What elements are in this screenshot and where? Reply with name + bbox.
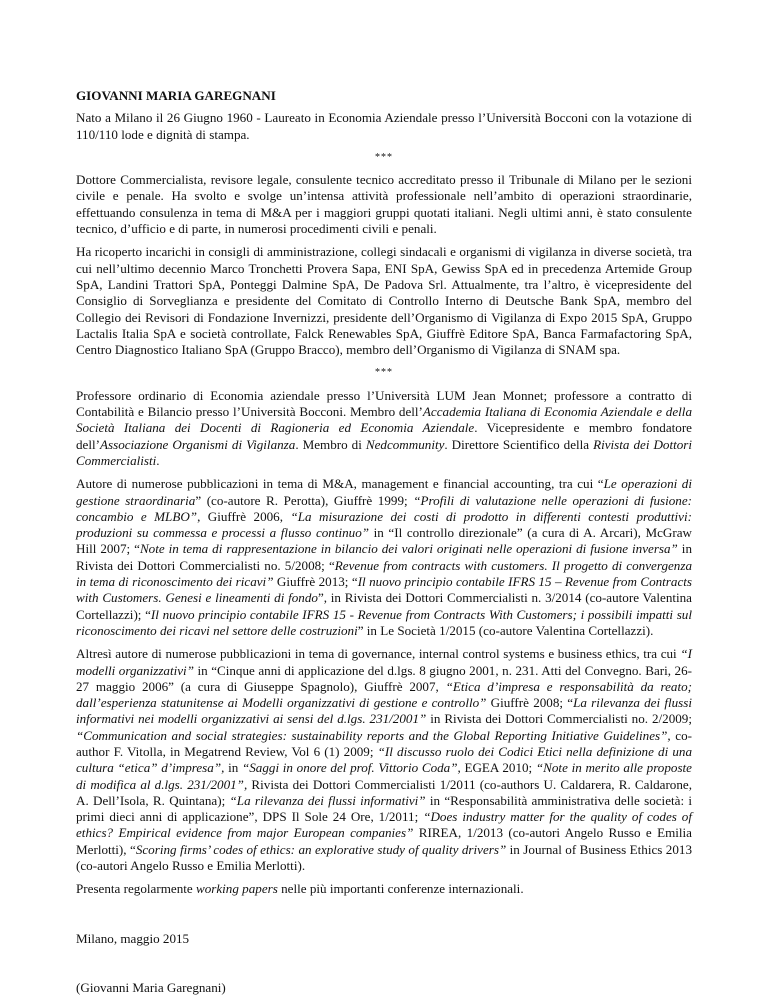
governance-publications-paragraph (76, 646, 692, 874)
text-run: ” in Le Società 1/2015 (co-autore Valentina Cortellazzi). (357, 622, 654, 638)
text-run: . (156, 452, 160, 468)
text-run: nelle più importanti conferenze internazionali. (277, 881, 524, 897)
italic-run: “Il discusso ruolo dei Codici Etici nella definizione di una cultura “etica” d’impresa”, (76, 743, 693, 776)
text-run: Giuffrè 2013; “ (273, 574, 358, 590)
italic-run: Nedcommunity (365, 436, 445, 452)
italic-run: “Profili di valutazione nelle operazioni di fusione: concambio e MLBO” (76, 492, 692, 524)
italic-run: Associazione Organismi di Vigilanza (100, 436, 296, 452)
text-run: Giuffrè 2008; “ (486, 695, 574, 711)
text-run: in Rivista dei Dottori Commercialisti no. 2/2009; (426, 711, 692, 727)
italic-run: Note in tema di rappresentazione in bilancio dei valori originati nelle operazioni di fusione inversa” (139, 541, 678, 557)
text-run: co-author F. Vitolla, in Megatrend Review, Vol 6 (1) 2009; (76, 727, 692, 759)
text-run: Altresì autore di numerose pubblicazioni in tema di governance, internal control systems e business ethics, tra cui (76, 646, 681, 662)
italic-run: “La rilevanza dei flussi informativi” (229, 792, 426, 808)
italic-run: Le operazioni di gestione straordinaria (76, 476, 692, 508)
italic-run: Revenue from contracts with customers. Il progetto di convergenza in tema di riconoscimento dei ricavi” (76, 557, 692, 590)
text-run: in Rivista dei Dottori Commercialisti no. 5/2008; “ (76, 541, 692, 573)
text-run: . Direttore Scientifico della (444, 436, 594, 452)
author-name: GIOVANNI MARIA GAREGNANI (76, 88, 276, 103)
academic-paragraph (76, 388, 692, 469)
spacer (76, 954, 692, 980)
italic-run: Rivista dei Dottori Commercialisti (76, 436, 693, 468)
conferences-paragraph (76, 881, 692, 897)
text-run: . Membro di (295, 436, 366, 452)
publications-paragraph (76, 476, 692, 639)
italic-run: “Note in merito alle proposte di modifica al d.lgs. 231/2001”, (76, 760, 692, 792)
text-run: Rivista dei Dottori Commercialisti 1/2011 (co-authors U. Caldarera, R. Caldarone, A. Dell’Isola, R. Quintana); (76, 776, 692, 808)
birth-paragraph: Nato a Milano il 26 Giugno 1960 - Laureato in Economia Aziendale presso l’Università Bocconi con la votazione di 110/110 lode e dignità di stampa. (76, 110, 692, 142)
italic-run: “Etica d’impresa e responsabilità da reato; dall’esperienza statunitense ai Modelli organizzativi di gestione e controllo” (76, 678, 692, 711)
italic-run: “Communication and social strategies: sustainability reports and the Global Reporting Initiative Guidelines”, (76, 727, 671, 743)
separator: *** (375, 367, 393, 379)
italic-run: “I modelli organizzativi” (76, 646, 692, 678)
place-date: Milano, maggio 2015 (76, 930, 190, 946)
text-run: Autore di numerose pubblicazioni in tema di M&A, management e financial accounting, tra cui “ (76, 476, 604, 492)
professional-paragraph: Dottore Commercialista, revisore legale, consulente tecnico accreditato presso il Tribunale di Milano per le sezioni civile e penale. Ha svolto e svolge un’intensa attività professionale nell’ambito di operazioni straordinarie, effettuando consulenza in tema di M&A per i maggiori gruppi quotati italiani. Negli ultimi anni, è stato consulente tecnico, d’ufficio e di parte, in numerosi procedimenti civili e penali. (76, 172, 692, 237)
positions-paragraph: Ha ricoperto incarichi in consigli di amministrazione, collegi sindacali e organismi di vigilanza in diverse società, tra cui nell’ultimo decennio Marco Tronchetti Provera Sapa, ENI SpA, Gewiss SpA ed in precedenza Artemide Group SpA, Landini Trattori SpA, Ponteggi Dalmine SpA, De Padova Srl. Attualmente, tra l’altro, è vicepresidente del Consiglio di Sorveglianza e presidente del Comitato di Controllo Interno di Deutsche Bank SpA, membro del Collegio dei Revisori di Fondazione Invernizzi, presidente dell’Organismo di Vigilanza di Expo 2015 SpA, Gruppo Lactalis Italia SpA e società controllate, Falck Renewables SpA, Giuffrè Editore SpA, Banca Farmafactoring SpA, Centro Diagnostico Italiano SpA (Gruppo Bracco), membro dell’Organismo di Vigilanza di SNAM spa. (76, 244, 692, 358)
text-run: . Vicepresidente e membro fondatore dell’ (76, 420, 692, 452)
text-run: RIREA, 1/2013 (co-autori Angelo Russo e Emilia Merlotti), “ (76, 825, 692, 857)
italic-run: “Saggi in onore del prof. Vittorio Coda”, (241, 760, 461, 776)
text-run: ”, in Rivista dei Dottori Commercialisti n. 3/2014 (co-autore Valentina Cortellazzi); “ (76, 590, 692, 622)
text-run: , Giuffrè 2006, (197, 508, 291, 524)
italic-run: Il nuovo principio contabile IFRS 15 – Revenue from Contracts with Customers. Genesi e lineamenti di fondo (76, 574, 692, 606)
italic-run: Accademia Italiana di Economia Aziendale e della Società Italiana dei Docenti di Ragioneria ed Economia Aziendale (76, 404, 692, 436)
italic-run: working papers (195, 881, 278, 897)
text-run: Professore ordinario di Economia aziendale presso l’Università LUM Jean Monnet; professore a contratto di Contabilità e Bilancio presso l’Università Bocconi. Membro dell’ (76, 387, 692, 420)
text-run: Presenta regolarmente (76, 881, 196, 897)
italic-run: Il nuovo principio contabile IFRS 15 - Revenue from Contracts With Customers; i possibili impatti sul riconoscimento dei ricavi nel settore delle costruzioni (76, 606, 692, 638)
text-run: EGEA 2010; (460, 760, 536, 776)
separator: *** (375, 151, 393, 163)
text-run: in (224, 760, 242, 776)
text-run: in Journal of Business Ethics 2013 (co-autori Angelo Russo e Emilia Merlotti). (76, 841, 692, 874)
text-run: ” (co-autore R. Perotta), Giuffrè 1999; (195, 492, 414, 508)
italic-run: “Does industry matter for the quality of codes of ethics? Empirical evidence from major European companies” (76, 809, 692, 841)
signature: (Giovanni Maria Garegnani) (76, 979, 226, 995)
text-run: in “Il controllo direzionale” (a cura di A. Arcari), McGraw Hill 2007; “ (76, 525, 692, 557)
italic-run: La rilevanza dei flussi informativi nei modelli organizzativi ai sensi del d.lgs. 231/2001” (76, 695, 692, 727)
text-run: in “Responsabilità amministrativa delle società: i primi dieci anni di applicazione”, DPS Il Sole 24 Ore, 1/2011; (76, 792, 693, 825)
italic-run: “La misurazione dei costi di prodotto in differenti contesti produttivi: produzioni su commessa e processi a flusso continuo” (76, 508, 692, 541)
italic-run: Scoring firms’ codes of ethics: an explorative study of quality drivers” (135, 841, 507, 857)
spacer (76, 905, 692, 931)
text-run: in “Cinque anni di applicazione del d.lgs. 8 giugno 2001, n. 231. Atti del Convegno. Bari, 26-27 maggio 2006” (a cura di Giuseppe Spagnolo), Giuffrè 2007, (76, 662, 692, 694)
